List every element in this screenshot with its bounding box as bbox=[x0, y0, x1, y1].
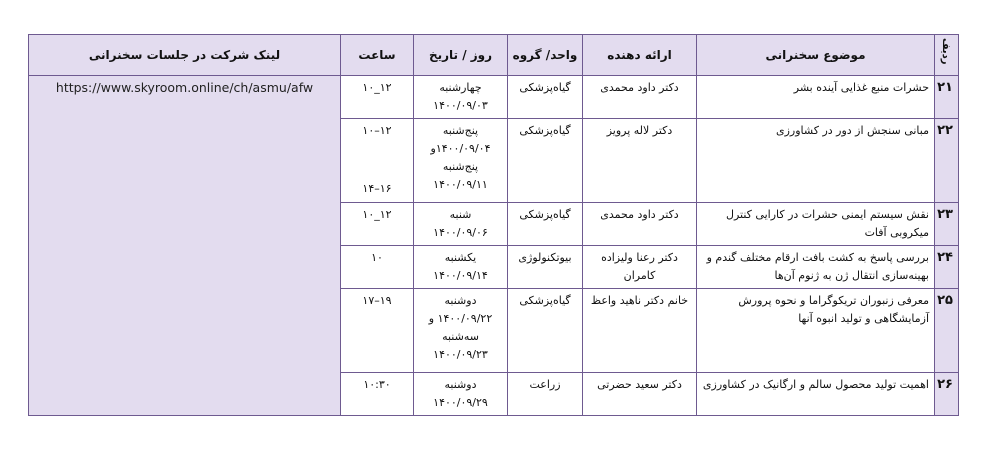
row-unit: بیوتکنولوژی bbox=[508, 246, 583, 289]
row-number: ۲۱ bbox=[935, 76, 959, 119]
row-number: ۲۵ bbox=[935, 289, 959, 373]
row-presenter: دکتر لاله پرویز bbox=[583, 119, 697, 203]
row-number: ۲۲ bbox=[935, 119, 959, 203]
schedule-table bbox=[28, 34, 959, 416]
row-date: شنبه ۱۴۰۰/۰۹/۰۶ bbox=[414, 203, 508, 246]
row-time: ۱۰:۳۰ bbox=[341, 373, 414, 416]
row-number: ۲۴ bbox=[935, 246, 959, 289]
row-presenter: دکتر داود محمدی bbox=[583, 76, 697, 119]
row-date: پنج‌شنبه ۱۴۰۰/۰۹/۰۴و پنج‌شنبه ۱۴۰۰/۰۹/۱۱ bbox=[414, 119, 508, 203]
row-presenter: دکتر سعید حضرتی bbox=[583, 373, 697, 416]
header-topic: موضوع سخنرانی bbox=[697, 35, 935, 76]
header-time: ساعت bbox=[341, 35, 414, 76]
row-presenter: دکتر داود محمدی bbox=[583, 203, 697, 246]
session-link[interactable]: https://www.skyroom.online/ch/asmu/afw bbox=[29, 76, 341, 416]
row-time-second: ۱۶–۱۴ bbox=[362, 182, 392, 195]
row-date: چهارشنبه ۱۴۰۰/۰۹/۰۳ bbox=[414, 76, 508, 119]
row-topic: بررسی پاسخ به کشت بافت ارقام مختلف گندم و بهینه‌سازی انتقال ژن به ژنوم آن‌ها bbox=[697, 246, 935, 289]
row-unit: گیاه‌پزشکی bbox=[508, 119, 583, 203]
row-number: ۲۳ bbox=[935, 203, 959, 246]
header-row bbox=[29, 35, 959, 76]
row-topic: اهمیت تولید محصول سالم و ارگانیک در کشاورزی bbox=[697, 373, 935, 416]
row-presenter: دکتر رعنا ولیزاده کامران bbox=[583, 246, 697, 289]
row-date: دوشنبه ۱۴۰۰/۰۹/۲۲ و سه‌شنبه ۱۴۰۰/۰۹/۲۳ bbox=[414, 289, 508, 373]
row-date: یکشنبه ۱۴۰۰/۰۹/۱۴ bbox=[414, 246, 508, 289]
row-topic: حشرات منبع غذایی آینده بشر bbox=[697, 76, 935, 119]
row-topic: معرفی زنبوران تریکوگراما و نحوه پرورش آزمایشگاهی و تولید انبوه آنها bbox=[697, 289, 935, 373]
row-number: ۲۶ bbox=[935, 373, 959, 416]
row-presenter: خانم دکتر ناهید واعظ bbox=[583, 289, 697, 373]
row-time: ۱۹–۱۷ bbox=[341, 289, 414, 373]
row-topic: نقش سیستم ایمنی حشرات در کارایی کنترل میکروبی آفات bbox=[697, 203, 935, 246]
header-link: لینک شرکت در جلسات سخنرانی bbox=[29, 35, 341, 76]
row-time: ۱۲–۱۰ ۱۶–۱۴ bbox=[341, 119, 414, 203]
row-unit: گیاه‌پزشکی bbox=[508, 203, 583, 246]
row-topic: مبانی سنجش از دور در کشاورزی bbox=[697, 119, 935, 203]
row-unit: گیاه‌پزشکی bbox=[508, 289, 583, 373]
row-time: ۱۲_۱۰ bbox=[341, 76, 414, 119]
table-row bbox=[29, 76, 959, 119]
row-time: ۱۲_۱۰ bbox=[341, 203, 414, 246]
header-date: روز / تاریخ bbox=[414, 35, 508, 76]
row-unit: گیاه‌پزشکی bbox=[508, 76, 583, 119]
header-presenter: ارائه دهنده bbox=[583, 35, 697, 76]
header-unit: واحد/ گروه bbox=[508, 35, 583, 76]
row-time: ۱۰ bbox=[341, 246, 414, 289]
row-unit: زراعت bbox=[508, 373, 583, 416]
header-num: ردیف bbox=[935, 35, 959, 76]
row-date: دوشنبه ۱۴۰۰/۰۹/۲۹ bbox=[414, 373, 508, 416]
